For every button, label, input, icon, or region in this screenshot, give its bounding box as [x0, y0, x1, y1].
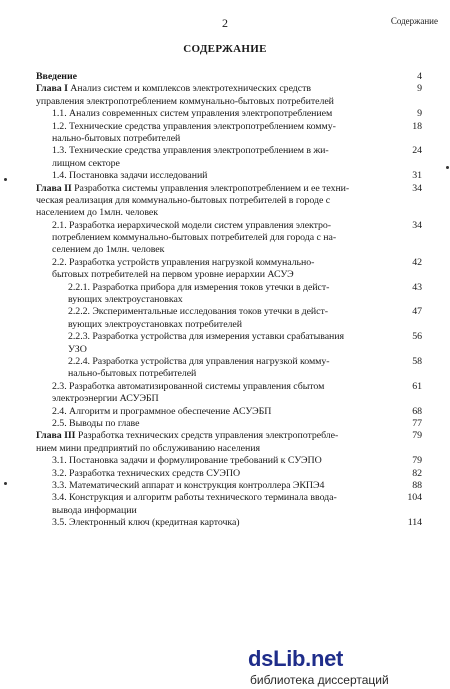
toc-line [0, 331, 450, 343]
toc-line [0, 96, 450, 108]
toc-entry-text: 3.2. Разработка технических средств СУЭПО [52, 467, 241, 479]
toc-line [0, 220, 450, 232]
toc-line [0, 158, 450, 170]
toc-line [0, 269, 450, 281]
toc-line [0, 505, 450, 517]
toc-line [0, 468, 450, 480]
toc-entry-text: Глава III Разработка технических средств управления электропотребле- [36, 430, 339, 442]
toc-line [0, 381, 450, 393]
toc-entry-text: населением до 1млн. человек [36, 207, 158, 219]
toc-line [0, 517, 450, 529]
toc-line [0, 492, 450, 504]
toc-entry-text: нием мини предприятий по обслуживанию населения [36, 442, 260, 454]
toc-page-number: 34 [412, 219, 422, 231]
toc-entry-text: ческая реализация для коммунально-бытовых потребителей в городе с [36, 194, 331, 206]
toc-entry-text: 1.1. Анализ современных систем управления электропотреблением [52, 108, 333, 120]
toc-entry-text: 2.2. Разработка устройств управления нагрузкой коммунально- [52, 256, 315, 268]
toc-page-number: 31 [412, 170, 422, 182]
toc-line [0, 232, 450, 244]
toc-entry-text: вывода информации [52, 504, 137, 516]
toc-line [0, 393, 450, 405]
running-head: Содержание [390, 16, 438, 26]
toc-page-number: 82 [412, 467, 422, 479]
toc-entry-text: 3.1. Постановка задачи и формулирование требований к СУЭПО [52, 455, 322, 467]
toc-line [0, 145, 450, 157]
toc-entry-text: УЗО [68, 343, 87, 355]
toc-entry-text: вующих электроустановках [68, 294, 183, 306]
logo-text: dsLib.net [248, 646, 344, 671]
toc-entry-text: 2.3. Разработка автоматизированной системы управления сбытом [52, 380, 325, 392]
logo-subtitle: библиотека диссертаций [250, 673, 389, 687]
toc-entry-text: 2.2.1. Разработка прибора для измерения токов утечки в дейст- [68, 281, 330, 293]
toc-entry-text: 3.3. Математический аппарат и конструкция контроллера ЭКПЭ4 [52, 479, 325, 491]
scan-speck [446, 166, 449, 169]
toc-line [0, 83, 450, 95]
toc-entry-text: 1.3. Технические средства управления электропотреблением в жи- [52, 145, 329, 157]
toc-entry-text: 2.4. Алгоритм и программное обеспечение АСУЭБП [52, 405, 272, 417]
toc-entry-text: 1.4. Постановка задачи исследований [52, 170, 208, 182]
toc-page-number: 104 [407, 492, 422, 504]
toc-entry-text: управления электропотреблением коммунально-бытовых потребителей [36, 95, 334, 107]
toc-line [0, 244, 450, 256]
toc-entry-text: 2.1. Разработка иерархической модели систем управления электро- [52, 219, 332, 231]
toc-line [0, 121, 450, 133]
toc-page-number: 18 [412, 120, 422, 132]
toc-line [0, 406, 450, 418]
toc-page-number: 42 [412, 256, 422, 268]
toc-line [0, 418, 450, 430]
scan-speck [4, 482, 7, 485]
toc-line [0, 480, 450, 492]
toc-line [0, 319, 450, 331]
toc-page-number: 9 [417, 83, 422, 95]
toc-entry-text: Глава I Анализ систем и комплексов электротехнических средств [36, 83, 311, 95]
toc-line [0, 257, 450, 269]
toc-entry-text: вующих электроустановках потребителей [68, 318, 242, 330]
toc-entry-text: 3.5. Электронный ключ (кредитная карточка) [52, 517, 240, 529]
toc-line [0, 455, 450, 467]
watermark-logo [248, 646, 448, 688]
toc-page-number: 34 [412, 182, 422, 194]
toc-entry-text: Введение [36, 71, 77, 82]
toc-entry-text: Глава II Разработка системы управления электропотреблением и ее техни- [36, 182, 350, 194]
toc-line [0, 71, 450, 83]
toc-line [0, 183, 450, 195]
toc-entry-text: 3.4. Конструкция и алгоритм работы технического терминала ввода- [52, 492, 337, 504]
toc-page-number: 43 [412, 281, 422, 293]
toc-line [0, 430, 450, 442]
toc-line [0, 282, 450, 294]
toc-entry-text: 1.2. Технические средства управления электропотреблением комму- [52, 120, 336, 132]
toc-page-number: 47 [412, 306, 422, 318]
page-number: 2 [222, 16, 228, 30]
toc-line [0, 344, 450, 356]
toc-line [0, 170, 450, 182]
toc-line [0, 195, 450, 207]
toc-page-number: 114 [407, 517, 422, 529]
toc-line [0, 306, 450, 318]
toc-page-number: 68 [412, 405, 422, 417]
toc-entry-text: потреблением коммунально-бытовых потребителей для города с на- [52, 232, 337, 244]
toc-line [0, 356, 450, 368]
toc-entry-text: нально-бытовых потребителей [68, 368, 197, 380]
toc-entry-text: 2.2.2. Экспериментальные исследования токов утечки в дейст- [68, 306, 328, 318]
toc-entry-text: лищном секторе [52, 157, 120, 169]
toc-entry-text: 2.5. Выводы по главе [52, 417, 140, 429]
toc-page-number: 9 [417, 108, 422, 120]
toc-line [0, 207, 450, 219]
toc-entry-text: 2.2.4. Разработка устройства для управления нагрузкой комму- [68, 355, 330, 367]
toc-entry-text: бытовых потребителей на первом уровне иерархии АСУЭ [52, 269, 294, 281]
toc-line [0, 108, 450, 120]
toc-page-number: 58 [412, 355, 422, 367]
toc-entry-text: нально-бытовых потребителей [52, 132, 181, 144]
page-title: СОДЕРЖАНИЕ [183, 43, 267, 55]
toc-page-number: 79 [412, 455, 422, 467]
toc-line [0, 133, 450, 145]
toc-line [0, 294, 450, 306]
toc-page-number: 77 [412, 417, 422, 429]
table-of-contents [0, 71, 450, 529]
toc-page-number: 79 [412, 430, 422, 442]
toc-line [0, 443, 450, 455]
toc-page-number: 24 [412, 145, 422, 157]
toc-entry-text: селением до 1млн. человек [52, 244, 165, 256]
toc-line [0, 368, 450, 380]
scan-speck [4, 178, 7, 181]
toc-page-number: 88 [412, 479, 422, 491]
toc-entry-text: 2.2.3. Разработка устройства для измерения уставки срабатывания [68, 331, 345, 343]
toc-page-number: 56 [412, 331, 422, 343]
toc-entry-text: электроэнергии АСУЭБП [52, 393, 159, 405]
toc-page-number: 61 [412, 380, 422, 392]
toc-page-number: 4 [417, 71, 422, 82]
